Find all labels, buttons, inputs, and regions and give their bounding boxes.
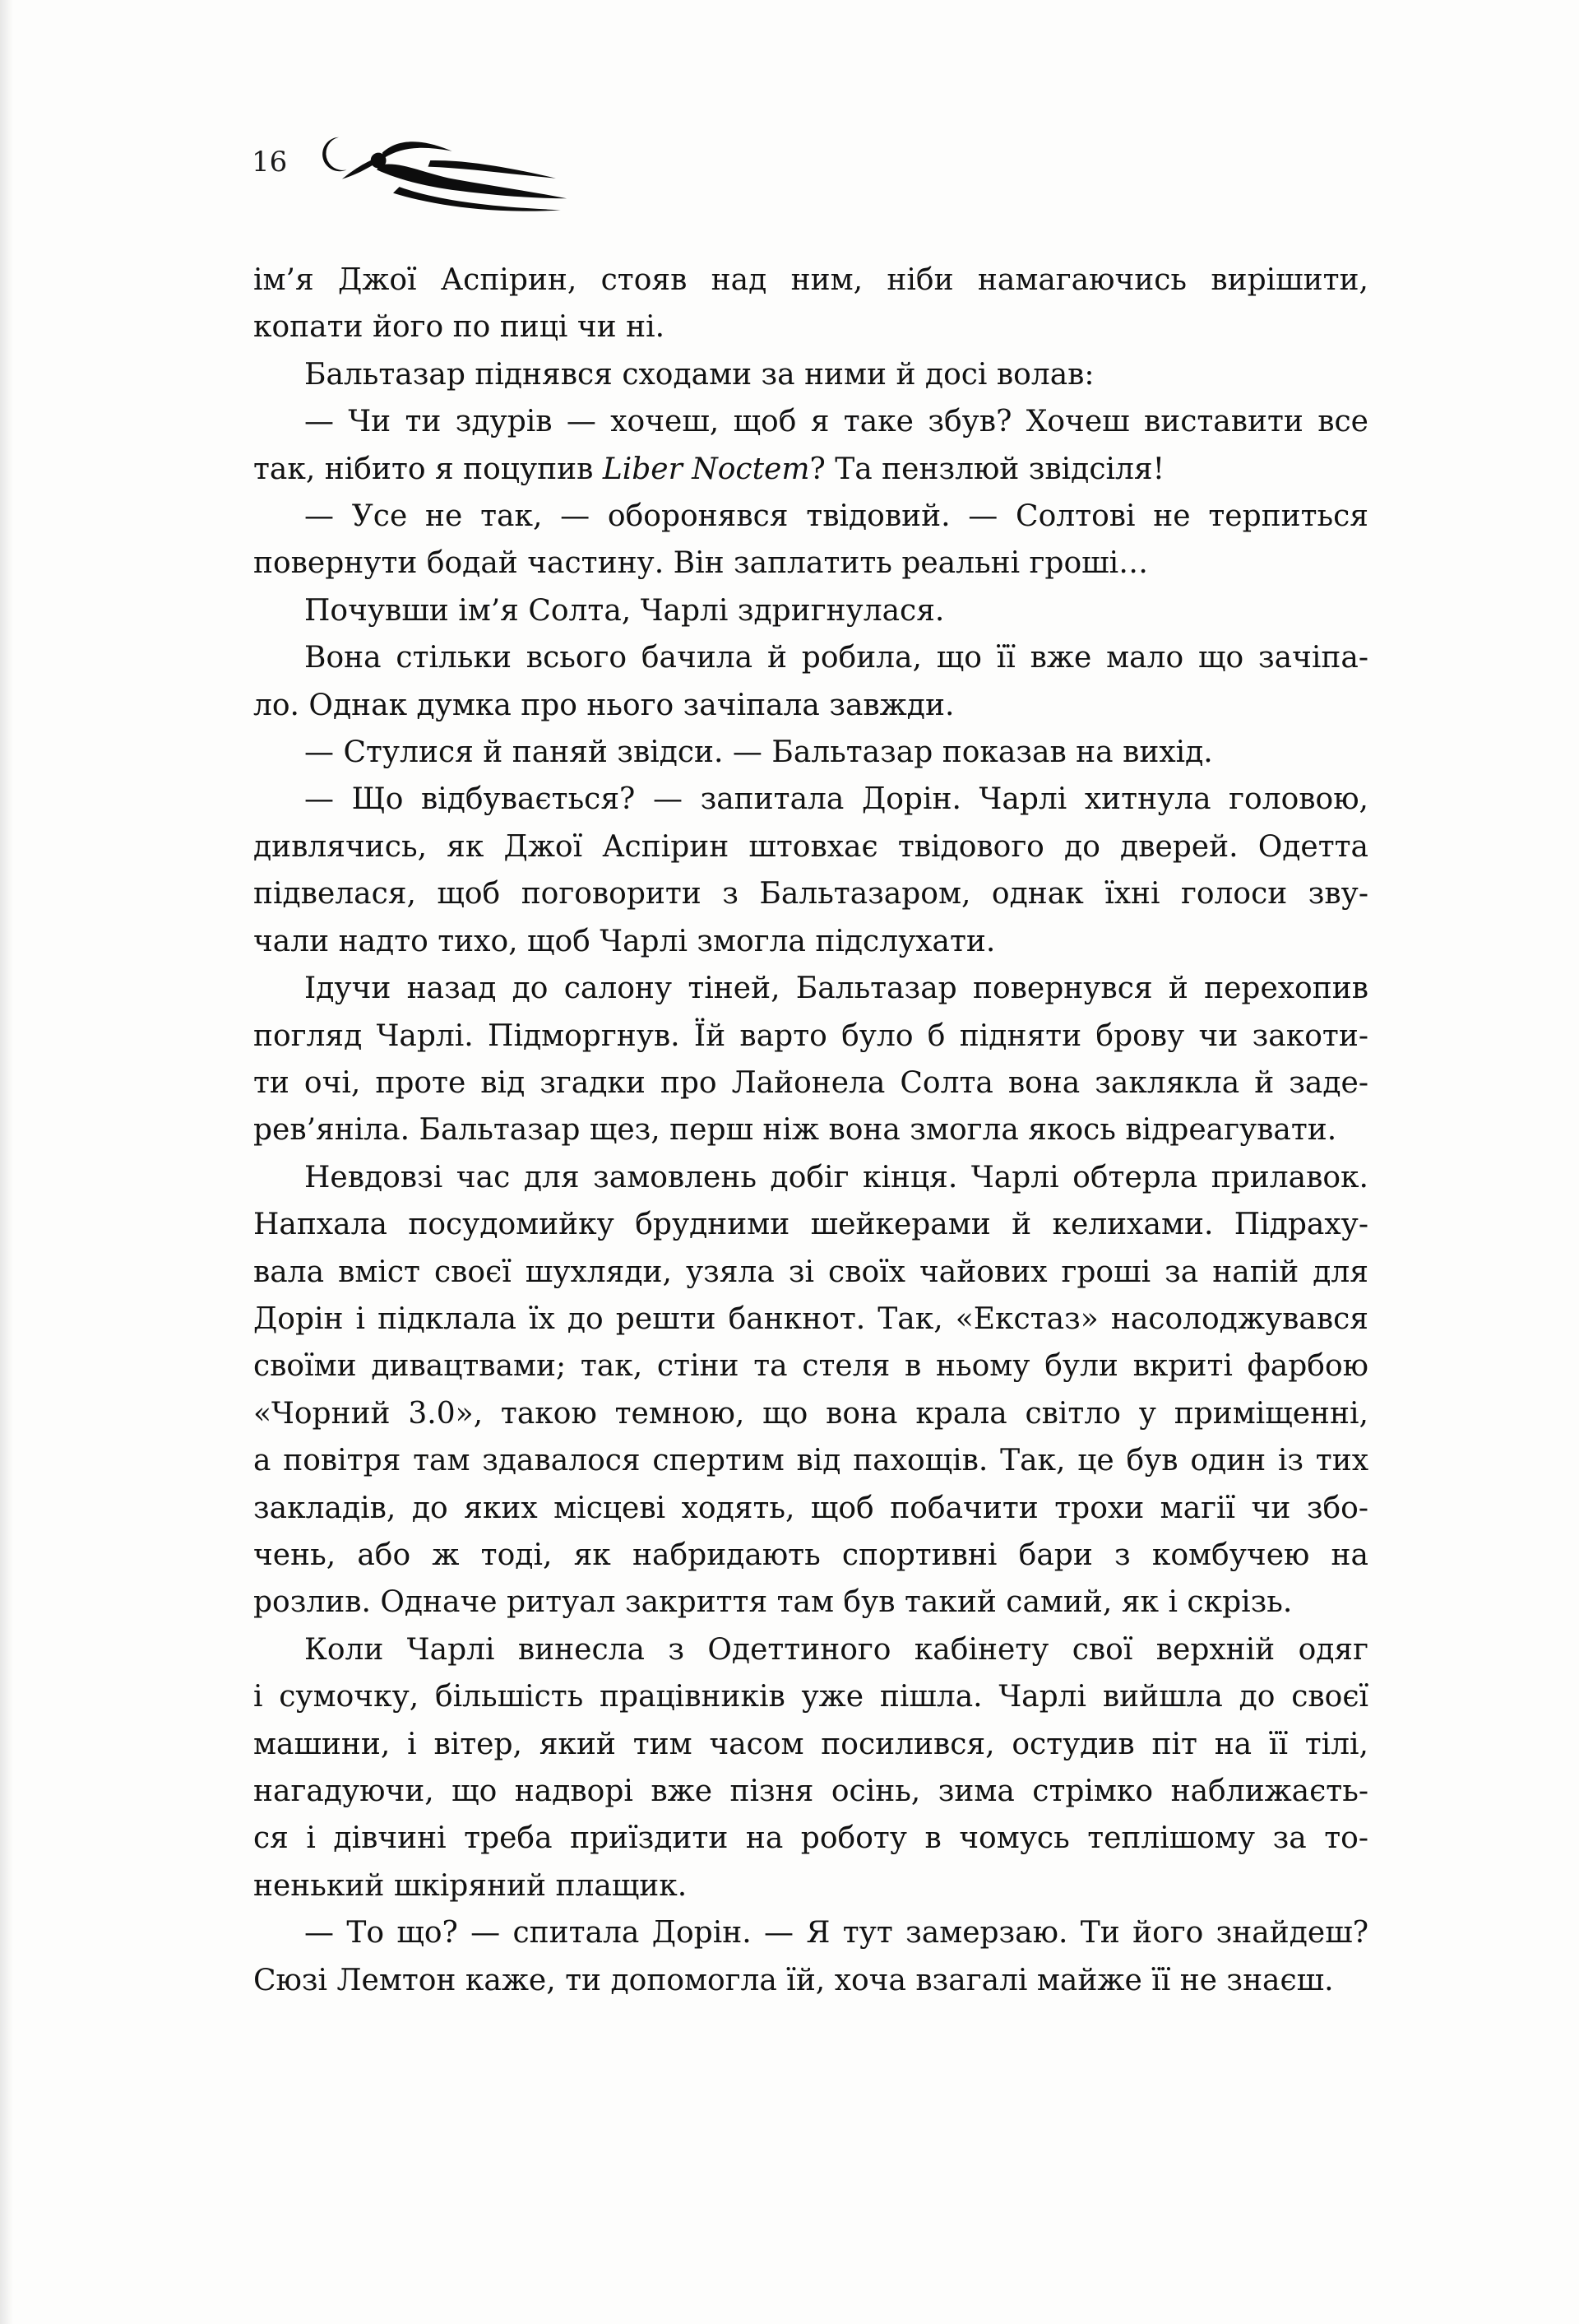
text-line [253, 1201, 1368, 1248]
page-edge-shadow [0, 0, 13, 2324]
text-segment: рев’яніла. Бальтазар щез, перш ніж вона змогла якось відреагувати. [253, 1113, 1337, 1148]
text-segment: підвелася, щоб поговорити з Бальтазаром, однак їхні голоси зву- [253, 877, 1368, 912]
paragraph [253, 776, 1368, 965]
text-segment: Коли Чарлі винесла з Одеттиного кабінету свої верхній одяг [304, 1632, 1368, 1667]
text-line [253, 1154, 1368, 1201]
text-line [253, 1862, 1368, 1909]
text-line [253, 304, 1368, 350]
text-segment: ? Та пензлюй звідсіля! [809, 452, 1165, 486]
text-line [253, 1106, 1368, 1153]
text-segment: — Що відбувається? — запитала Дорін. Чарлі хитнула головою, [304, 782, 1368, 817]
paragraph [253, 257, 1368, 351]
text-segment: машини, і вітер, який тим часом посилився, остудив піт на її тілі, [253, 1727, 1368, 1761]
text-line [253, 1957, 1368, 2004]
text-segment: дивлячись, як Джої Аспірин штовхає твідового до дверей. Одетта [253, 829, 1368, 864]
text-line [253, 1579, 1368, 1626]
text-line [253, 1815, 1368, 1862]
text-line [253, 1296, 1368, 1343]
text-line [253, 1626, 1368, 1673]
text-line [253, 1532, 1368, 1579]
text-segment: нагадуючи, що надворі вже пізня осінь, зима стрімко наближаєть- [253, 1774, 1368, 1808]
text-segment: Бальтазар піднявся сходами за ними й досі волав: [304, 357, 1095, 392]
paragraph [253, 634, 1368, 729]
italic-text-segment: Liber Noctem [602, 452, 810, 486]
text-segment: ненький шкіряний плащик. [253, 1868, 688, 1903]
text-segment: повернути бодай частину. Він заплатить реальні гроші… [253, 546, 1149, 581]
text-line [253, 540, 1368, 587]
text-segment: чали надто тихо, щоб Чарлі змогла підслухати. [253, 924, 996, 958]
text-segment: погляд Чарлі. Підморгнув. Їй варто було б підняти брову чи закоти- [253, 1018, 1368, 1053]
text-line [253, 776, 1368, 823]
text-line [253, 1485, 1368, 1532]
text-segment: чень, або ж тоді, як набридають спортивні бари з комбучею на [253, 1538, 1368, 1572]
text-segment: а повітря там здавалося спертим від пахощів. Так, це був один із тих [253, 1444, 1368, 1478]
text-line [253, 682, 1368, 729]
text-segment: ло. Однак думка про нього зачіпала завжди. [253, 688, 955, 722]
paragraph [253, 729, 1368, 776]
text-segment: «Чорний 3.0», такою темною, що вона крала світло у приміщенні, [253, 1396, 1368, 1431]
text-line [253, 1721, 1368, 1768]
text-line [253, 870, 1368, 917]
text-line [253, 1060, 1368, 1106]
text-line [253, 446, 1368, 493]
text-segment: своїми дивацтвами; так, стіни та стеля в ньому були вкриті фарбою [253, 1349, 1368, 1384]
text-segment: — Чи ти здурів — хочеш, щоб я таке збув? Хочеш виставити все [304, 405, 1368, 439]
text-segment: — То що? — спитала Дорін. — Я тут замерзаю. Ти його знайдеш? [304, 1916, 1368, 1951]
text-segment: Дорін і підклала їх до решти банкнот. Так, «Екстаз» насолоджувався [253, 1301, 1368, 1336]
text-line [253, 257, 1368, 304]
text-segment: так, нібито я поцупив [253, 452, 603, 486]
text-line [253, 493, 1368, 540]
paragraph [253, 587, 1368, 634]
text-line [253, 1343, 1368, 1389]
text-line [253, 1390, 1368, 1437]
paragraph [253, 493, 1368, 587]
text-segment: ся і дівчині треба приїздити на роботу в чомусь теплішому за то- [253, 1821, 1368, 1856]
paragraph [253, 1909, 1368, 2004]
text-line [253, 398, 1368, 445]
page-number: 16 [252, 146, 288, 179]
text-line [253, 729, 1368, 776]
text-segment: ім’я Джої Аспірин, стояв над ним, ніби намагаючись вирішити, [253, 263, 1368, 297]
text-line [253, 587, 1368, 634]
text-segment: Напхала посудомийку брудними шейкерами й келихами. Підраху- [253, 1208, 1368, 1242]
text-segment: закладів, до яких місцеві ходять, щоб побачити трохи магії чи збо- [253, 1491, 1368, 1525]
text-segment: — Стулися й паняй звідси. — Бальтазар показав на вихід. [304, 735, 1213, 770]
text-segment: Сюзі Лемтон каже, ти допомогла їй, хоча взагалі майже її не знаєш. [253, 1963, 1334, 1997]
text-line [253, 1673, 1368, 1720]
text-line [253, 1013, 1368, 1060]
text-line [253, 918, 1368, 965]
paragraph [253, 1626, 1368, 1909]
text-line [253, 1768, 1368, 1815]
paragraph [253, 965, 1368, 1154]
text-line [253, 634, 1368, 681]
flying-witch-ornament-icon [298, 120, 571, 229]
text-line [253, 965, 1368, 1012]
text-line [253, 1249, 1368, 1296]
text-line [253, 823, 1368, 870]
text-segment: ти очі, проте від згадки про Лайонела Солта вона заклякла й заде- [253, 1065, 1368, 1100]
text-segment: Почувши ім’я Солта, Чарлі здригнулася. [304, 593, 945, 628]
text-line [253, 351, 1368, 398]
text-segment: вала вміст своєї шухляди, узяла зі своїх чайових гроші за напій для [253, 1255, 1368, 1289]
paragraph [253, 351, 1368, 398]
paragraph [253, 398, 1368, 493]
text-segment: Вона стільки всього бачила й робила, що її вже мало що зачіпа- [304, 641, 1368, 675]
text-segment: і сумочку, більшість працівників уже пішла. Чарлі вийшла до своєї [253, 1680, 1368, 1714]
text-segment: — Усе не так, — оборонявся твідовий. — Солтові не терпиться [304, 499, 1368, 534]
text-segment: Невдовзі час для замовлень добіг кінця. Чарлі обтерла прилавок. [304, 1160, 1368, 1194]
text-block [253, 257, 1368, 2004]
paragraph [253, 1154, 1368, 1626]
text-line [253, 1909, 1368, 1956]
text-segment: Ідучи назад до салону тіней, Бальтазар повернувся й перехопив [304, 972, 1368, 1006]
text-segment: розлив. Одначе ритуал закриття там був такий самий, як і скрізь. [253, 1585, 1293, 1620]
text-line [253, 1437, 1368, 1484]
text-segment: копати його по пиці чи ні. [253, 310, 665, 345]
